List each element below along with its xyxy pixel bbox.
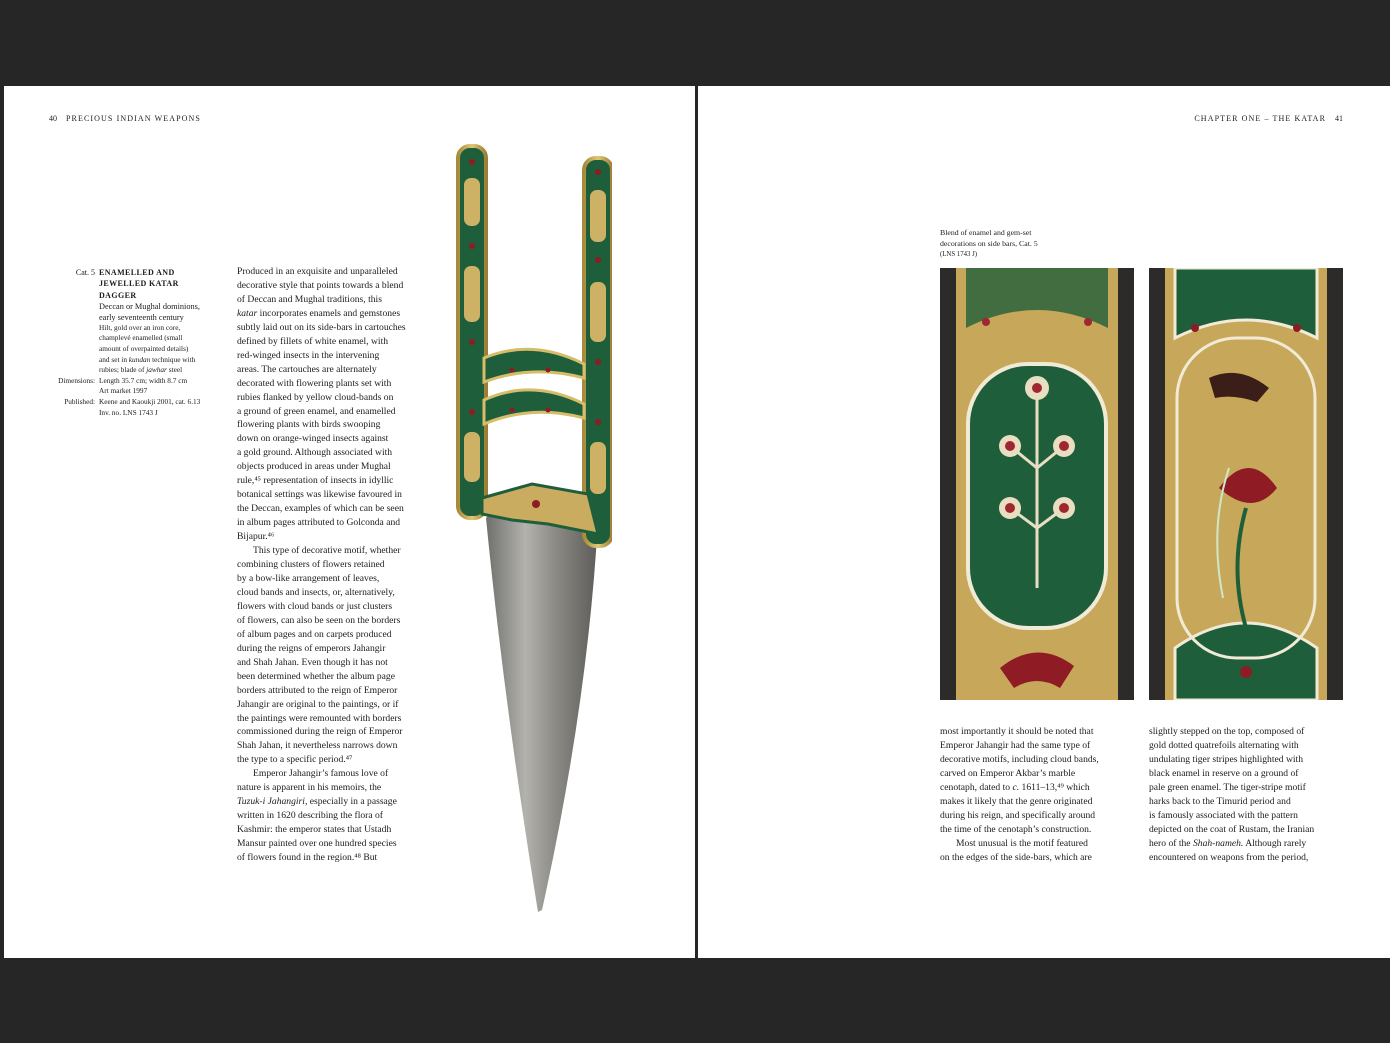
material-line: rubies; blade of jawhar steel: [99, 365, 183, 375]
text-line: Kashmir: the emperor states that Ustadh: [237, 824, 392, 836]
material-line: amount of overpainted details): [99, 344, 189, 354]
running-title-right: CHAPTER ONE – THE KATAR: [1194, 114, 1326, 123]
text-line: gold dotted quatrefoils alternating with: [1149, 739, 1299, 751]
material-line: champlevé enamelled (small: [99, 333, 183, 343]
text-line: been determined whether the album page: [237, 670, 395, 682]
grip-lower: [484, 390, 584, 424]
text-line: decorated with flowering plants set with: [237, 377, 392, 389]
right-page: [698, 86, 1390, 958]
grip-upper: [484, 349, 584, 382]
dimensions-label: Dimensions:: [58, 375, 95, 385]
catalogue-title-line: JEWELLED KATAR: [99, 279, 179, 289]
text-line: of flowers, can also be seen on the borders: [237, 614, 401, 626]
text-line: by a bow-like arrangement of leaves,: [237, 572, 380, 584]
text-line: black enamel in reserve on a ground of: [1149, 767, 1299, 779]
text-line: Emperor Jahangir’s famous love of: [253, 768, 389, 780]
catalogue-title: [99, 267, 224, 301]
text-line: subtly laid out on its side-bars in cartouches: [237, 321, 406, 333]
dimensions-line: Length 35.7 cm; width 8.7 cm: [99, 375, 188, 385]
text-line: of flowers found in the region.⁴⁸ But: [237, 852, 378, 864]
running-head-left: [49, 114, 201, 123]
origin-line: early seventeenth century: [99, 312, 184, 322]
text-line: undulating tiger stripes highlighted with: [1149, 753, 1304, 765]
right-body-column-2: [1149, 725, 1314, 865]
text-line: This type of decorative motif, whether: [253, 545, 401, 557]
text-line: rubies flanked by yellow cloud-bands on: [237, 391, 394, 403]
text-line: during his reign, and specifically around: [940, 809, 1096, 821]
inventory-line: Inv. no. LNS 1743 J: [99, 407, 158, 417]
text-line: hero of the Shah-nameh. Although rarely: [1149, 837, 1307, 849]
text-line: the time of the cenotaph’s construction.: [940, 823, 1092, 835]
text-line: during the reigns of emperors Jahangir: [237, 642, 386, 654]
detail-photo-birds: [1149, 268, 1343, 700]
text-line: botanical settings was likewise favoured in: [237, 489, 402, 501]
blade-shape: [486, 504, 598, 912]
text-line: red-winged insects in the intervening: [237, 349, 380, 361]
text-line: objects produced in areas under Mughal: [237, 461, 391, 473]
text-line: rule,⁴⁵ representation of insects in idyllic: [237, 475, 394, 487]
catalogue-title-line: ENAMELLED AND: [99, 268, 175, 277]
catalogue-number: Cat. 5: [75, 268, 95, 277]
material-line: and set in kundan technique with: [99, 354, 196, 364]
text-line: down on orange-winged insects against: [237, 433, 389, 445]
provenance-line: Art market 1997: [99, 386, 148, 396]
text-line: Emperor Jahangir had the same type of: [940, 739, 1091, 751]
text-line: Bijapur.⁴⁶: [237, 531, 275, 543]
text-line: a ground of green enamel, and enamelled: [237, 405, 396, 417]
katar-dagger-image: [452, 142, 612, 958]
text-line: cenotaph, dated to c. 1611–13,⁴⁹ which: [940, 781, 1090, 793]
text-line: flowering plants with birds swooping: [237, 419, 381, 431]
text-line: decorative motifs, including cloud bands,: [940, 753, 1099, 765]
text-line: pale green enamel. The tiger-stripe motif: [1149, 781, 1306, 793]
photo-caption: [940, 227, 1070, 260]
text-line: on the edges of the side-bars, which are: [940, 851, 1092, 863]
detail-photo-flowers: [940, 268, 1134, 700]
catalogue-origin: [99, 301, 224, 323]
text-line: a gold ground. Although associated with: [237, 447, 393, 459]
text-line: encountered on weapons from the period,: [1149, 851, 1309, 863]
text-line: cloud bands and insects, or, alternatively,: [237, 586, 395, 598]
text-line: the type to a specific period.⁴⁷: [237, 754, 353, 766]
text-line: most importantly it should be noted that: [940, 726, 1094, 737]
published-label: Published:: [64, 397, 95, 407]
text-line: defined by fillets of white enamel, with: [237, 335, 389, 347]
left-page: [4, 86, 695, 958]
text-line: commissioned during the reign of Emperor: [237, 726, 403, 738]
catalogue-entry: [4, 267, 224, 418]
text-line: of album pages and on carpets produced: [237, 628, 392, 640]
material-line: Hilt, gold over an iron core,: [99, 322, 181, 332]
page-number-left: 40: [49, 114, 57, 123]
running-title-left: PRECIOUS INDIAN WEAPONS: [66, 114, 201, 123]
page-number-right: 41: [1335, 114, 1343, 123]
text-line: the paintings were remounted with borders: [237, 712, 402, 724]
text-line: carved on Emperor Akbar’s marble: [940, 767, 1076, 779]
catalogue-title-line: DAGGER: [99, 290, 137, 300]
text-line: of Deccan and Mughal traditions, this: [237, 293, 382, 305]
caption-line: (LNS 1743 J): [940, 251, 978, 258]
text-line: Most unusual is the motif featured: [956, 837, 1088, 849]
text-line: flowers with cloud bands or just clusters: [237, 600, 393, 612]
text-line: depicted on the coat of Rustam, the Iranian: [1149, 823, 1315, 835]
caption-line: decorations on side bars, Cat. 5: [940, 239, 1038, 248]
text-line: Jahangir are original to the paintings, or if: [237, 698, 399, 710]
origin-line: Deccan or Mughal dominions,: [99, 301, 200, 311]
text-line: Shah Jahan, it nevertheless narrows down: [237, 740, 398, 752]
text-line: nature is apparent in his memoirs, the: [237, 782, 382, 794]
text-line: harks back to the Timurid period and: [1149, 795, 1291, 807]
text-line: in album pages attributed to Golconda and: [237, 517, 401, 529]
text-line: the Deccan, examples of which can be seen: [237, 503, 404, 515]
text-line: Mansur painted over one hundred species: [237, 838, 397, 850]
text-line: slightly stepped on the top, composed of: [1149, 726, 1305, 737]
text-line: is famously associated with the pattern: [1149, 809, 1298, 821]
text-line: Tuzuk-i Jahangiri, especially in a passage: [237, 796, 397, 808]
text-line: areas. The cartouches are alternately: [237, 363, 377, 375]
text-line: decorative style that points towards a blend: [237, 279, 404, 291]
dimensions-row: [4, 376, 224, 397]
published-row: [4, 397, 224, 418]
text-line: borders attributed to the reign of Emperor: [237, 684, 398, 696]
text-line: Produced in an exquisite and unparalleled: [237, 266, 398, 277]
running-head-right: [1194, 114, 1343, 123]
right-body-column-1: [940, 725, 1099, 865]
text-line: and Shah Jahan. Even though it has not: [237, 656, 388, 668]
text-line: written in 1620 describing the flora of: [237, 810, 384, 822]
text-line: katar incorporates enamels and gemstones: [237, 307, 401, 319]
published-line: Keene and Kaoukji 2001, cat. 6.13: [99, 397, 201, 407]
left-body-text: [237, 265, 406, 865]
text-line: makes it likely that the genre originated: [940, 795, 1093, 807]
text-line: combining clusters of flowers retained: [237, 559, 385, 571]
catalogue-materials: [99, 323, 224, 376]
caption-line: Blend of enamel and gem-set: [940, 228, 1032, 237]
